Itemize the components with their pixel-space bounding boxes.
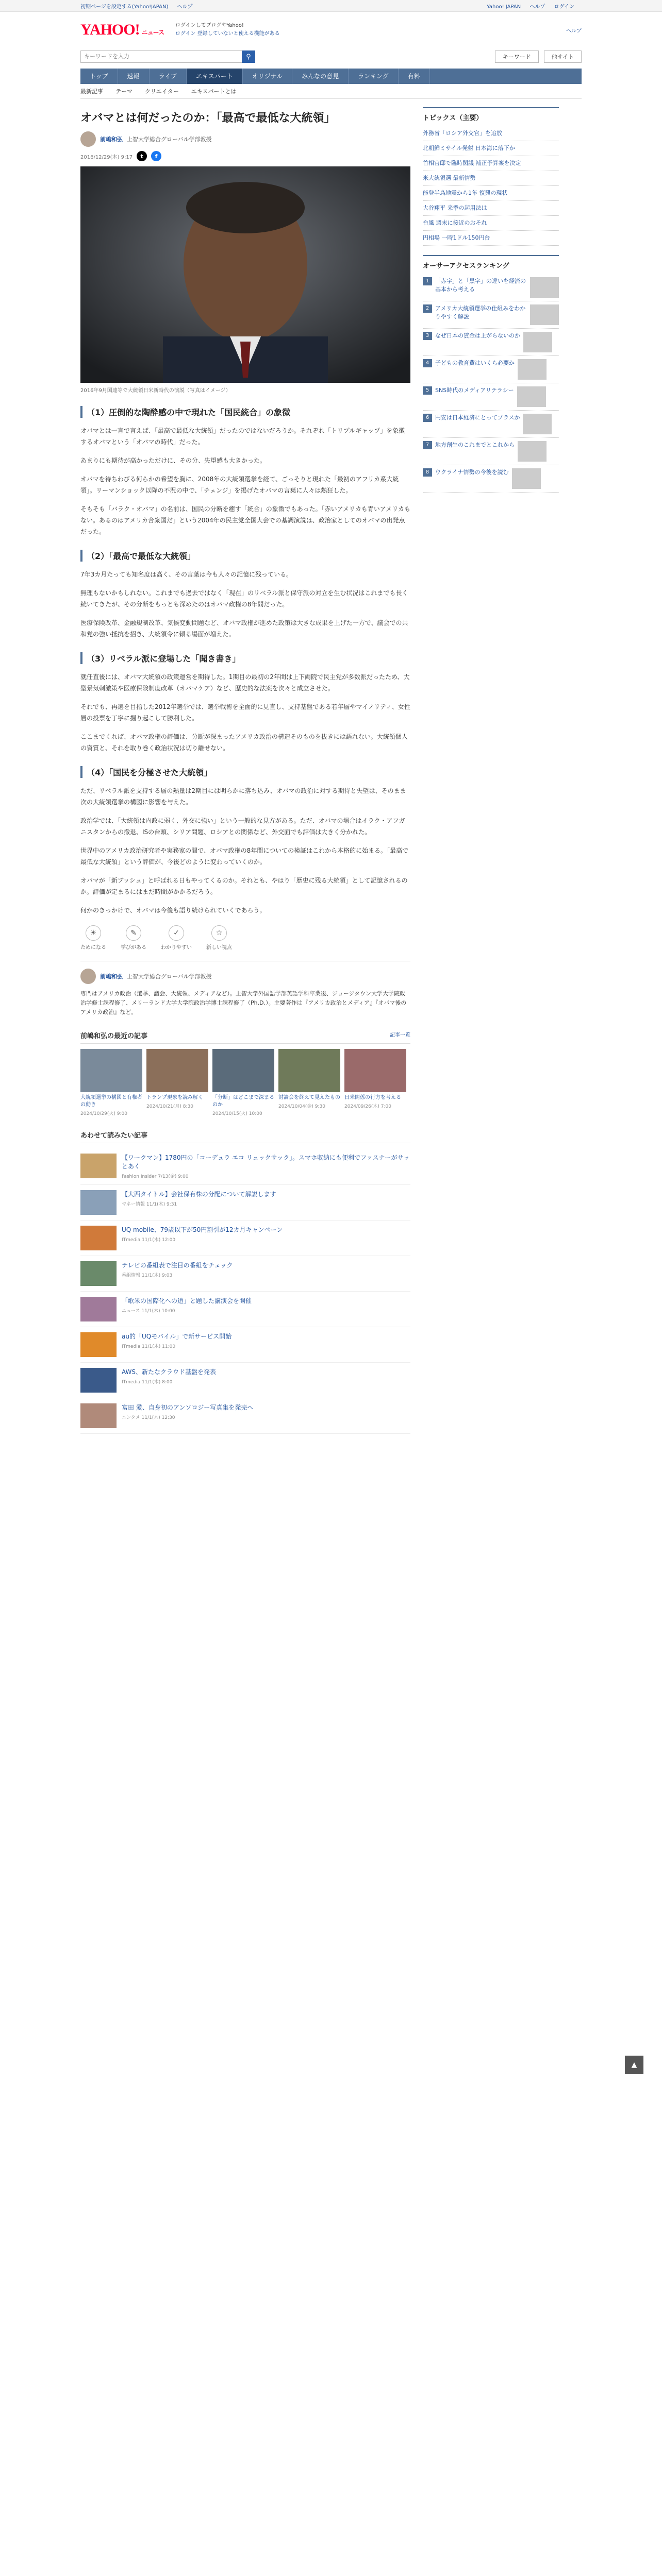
- book-icon: ✎: [126, 925, 141, 941]
- topics-heading: トピックス（主要）: [423, 114, 483, 122]
- paragraph: ここまでくれば、オバマ政権の評価は、分断が深まったアメリカ政治の構造そのものを抜きには語れない。大統領個人の資質と、それを取り巻く政治状況は切り離せない。: [80, 733, 408, 752]
- author-profile: [80, 961, 410, 1017]
- top-link[interactable]: ヘルプ: [529, 4, 545, 10]
- nav-tab-top[interactable]: トップ: [80, 69, 118, 84]
- ranking-item[interactable]: 5 SNS時代のメディアリテラシー: [423, 383, 559, 411]
- search-row: [0, 48, 662, 65]
- search-icon: ⚲: [246, 53, 251, 60]
- ranking-item[interactable]: 7 地方創生のこれまでとこれから: [423, 438, 559, 465]
- list-item[interactable]: au的「UQモバイル」で新サービス開始 ITmedia 11/1(木) 11:00: [80, 1327, 410, 1363]
- search-other-button[interactable]: 他サイト: [544, 50, 582, 63]
- list-item[interactable]: 富田 愛、自身初のアンソロジー写真集を発売へ エンタメ 11/1(木) 12:30: [80, 1398, 410, 1434]
- ranking-item[interactable]: 1 「赤字」と「黒字」の違いを経済の基本から考える: [423, 274, 559, 301]
- check-icon: ✓: [169, 925, 184, 941]
- author-recent-list: [80, 1049, 410, 1116]
- paragraph: それでも、再選を目指した2012年選挙では、選挙戦術を全面的に見直し、支持基盤である若年層やマイノリティ、女性層の投票を丁寧に掘り起こして勝利した。: [80, 703, 410, 722]
- login-link[interactable]: ログイン: [554, 4, 574, 10]
- ranking-box: [423, 255, 559, 493]
- sub-nav: [80, 84, 582, 99]
- sidebar: [423, 107, 559, 1434]
- section-heading: （2）「最高で最低な大統領」: [80, 550, 410, 562]
- list-item[interactable]: UQ mobile、79歳以下が50円割引が12カ月キャンペーン ITmedia 11/1(木) 12:00: [80, 1221, 410, 1256]
- search-keyword-button[interactable]: キーワード: [495, 50, 539, 63]
- article-meta: [80, 151, 410, 161]
- facebook-share-icon[interactable]: f: [151, 151, 161, 161]
- help-link[interactable]: ヘルプ: [566, 28, 582, 34]
- ranking-item[interactable]: 4 子どもの教育費はいくら必要か: [423, 356, 559, 383]
- profile-role: 上智大学総合グローバル学部教授: [127, 973, 212, 980]
- topic-link[interactable]: 首相官邸で臨時閣議 補正予算案を決定: [423, 156, 559, 171]
- nav-tab-live[interactable]: ライブ: [150, 69, 187, 84]
- article-title: オバマとは何だったのか：「最高で最低な大統領」: [80, 112, 336, 125]
- nav-tab-original[interactable]: オリジナル: [243, 69, 292, 84]
- recommend-list: [80, 1148, 410, 1434]
- yahoo-logo[interactable]: YAHOO! ニュース: [80, 21, 164, 38]
- recommend-heading: あわせて読みたい記事: [80, 1130, 410, 1143]
- reaction-useful[interactable]: ☀ ためになる: [80, 925, 106, 951]
- recent-card[interactable]: 討論会を終えて見えたもの 2024/10/04(金) 9:30: [278, 1049, 340, 1116]
- paragraph: 就任直後には、オバマ大統領の政策運営を期待した。1期目の最初の2年間は上下両院で民主党が多数派だったため、大型景気刺激策や医療保険制度改革（オバマケア）など、歴史的な法案を次々と成立させた。: [80, 673, 410, 692]
- login-promo-link[interactable]: ログイン 登録していないと使える機能がある: [175, 31, 280, 37]
- x-share-icon[interactable]: t: [137, 151, 147, 161]
- author-recent-heading: 前嶋和弘の最近の記事 記事一覧: [80, 1030, 410, 1044]
- list-item[interactable]: 【ワークマン】1780円の「コーデュラ エコ リュックサック」。スマホ収納にも便利でファスナーがサッとあく Fashion Insider 7/13(金) 9:00: [80, 1148, 410, 1185]
- paragraph: 無理もないかもしれない。これまでも過去ではなく「現在」のリベラル派と保守派の対立を生む状況はこれまでも長く続いてきたが、その分断をもっとも深めたのはオバマ政権の8年間だった。: [80, 589, 408, 608]
- recent-card[interactable]: 日米関係の行方を考える 2024/09/26(木) 7:00: [344, 1049, 406, 1116]
- subnav-theme[interactable]: テーマ: [115, 88, 133, 95]
- author-name[interactable]: 前嶋和弘: [100, 136, 123, 143]
- top-utility-bar: [0, 0, 662, 12]
- site-header: [0, 12, 662, 48]
- ranking-item[interactable]: 8 ウクライナ情勢の今後を読む: [423, 465, 559, 493]
- author-role: 上智大学総合グローバル学部教授: [127, 136, 212, 143]
- nav-tab-opinion[interactable]: みんなの意見: [292, 69, 349, 84]
- nav-tab-ranking[interactable]: ランキング: [349, 69, 399, 84]
- search-input[interactable]: [80, 50, 242, 63]
- paragraph: 医療保険改革、金融規制改革、気候変動問題など、オバマ政権が進めた政策は大きな成果を上げた一方で、議会での共和党の強い抵抗を招き、大統領令に頼る場面が増えた。: [80, 619, 408, 638]
- nav-tab-flash[interactable]: 速報: [118, 69, 150, 84]
- recent-card[interactable]: 「分断」はどこまで深まるのか 2024/10/15(火) 10:00: [212, 1049, 274, 1116]
- reaction-buttons: [80, 925, 410, 951]
- topic-link[interactable]: 北朝鮮ミサイル発射 日本海に落下か: [423, 141, 559, 156]
- section-heading: （4）「国民を分極させた大統領」: [80, 766, 410, 778]
- paragraph: オバマを待ちわびる何らかの希望を胸に、2008年の大統領選挙を経て、ごっそりと現れた「最初のアフリカ系大統領」。リーマンショック以降の不況の中で、「チェンジ」を掲げたオバマの言葉に人々は熱狂した。: [80, 476, 399, 494]
- main-nav: [80, 69, 582, 84]
- section-heading: （1）圧倒的な陶酔感の中で現れた「国民統合」の象徴: [80, 406, 410, 418]
- recent-card[interactable]: 大統領選挙の構図と有権者の動き 2024/10/29(火) 9:00: [80, 1049, 142, 1116]
- page-top-button[interactable]: [625, 2056, 643, 2074]
- login-promo: ログインしてブログやYahoo! ログイン 登録していないと使える機能がある: [175, 23, 280, 37]
- paragraph: 世界中のアメリカ政治研究者や実務家の間で、オバマ政権の8年間についての検証はこれから本格的に始まる。「最高で最低な大統領」という評価が、今後どのように変わっていくのか。: [80, 847, 409, 866]
- topic-link[interactable]: 外務省「ロシア外交官」を追放: [423, 126, 559, 141]
- reaction-learn[interactable]: ✎ 学びがある: [121, 925, 146, 951]
- ranking-item[interactable]: 6 円安は日本経済にとってプラスか: [423, 411, 559, 438]
- topic-link[interactable]: 能登半島地震から1年 復興の現状: [423, 186, 559, 201]
- list-item[interactable]: 「歌米の国際化への道」と題した講演会を開催 ニュース 11/1(木) 10:00: [80, 1292, 410, 1327]
- nav-tab-paid[interactable]: 有料: [399, 69, 430, 84]
- topic-link[interactable]: 大谷翔平 来季の起用法は: [423, 201, 559, 216]
- topic-link[interactable]: 台風 週末に接近のおそれ: [423, 216, 559, 231]
- obama-portrait-image: [80, 166, 410, 383]
- paragraph: オバマとは一言で言えば、「最高で最低な大統領」だったのではないだろうか。それぞれ「トリプルギャップ」を象徴するオバマという「オバマの時代」だった。: [80, 427, 405, 446]
- top-link[interactable]: Yahoo! JAPAN: [487, 4, 521, 10]
- paragraph: あまりにも期待が高かっただけに、その分、失望感も大きかった。: [80, 457, 267, 464]
- topic-link[interactable]: 米大統領選 最新情勢: [423, 171, 559, 186]
- paragraph: 政治学では、「大統領は内政に弱く、外交に強い」という一般的な見方がある。ただ、オバマの場合はイラク・アフガニスタンからの撤退、ISの台頭、シリア問題、ロシアとの関係など、外交面でも評価は大きく分かれた。: [80, 817, 405, 836]
- article-date: 2016/12/29(木) 9:17: [80, 154, 133, 160]
- article-main: [80, 107, 410, 1434]
- profile-name[interactable]: 前嶋和弘: [100, 973, 123, 980]
- arrow-up-icon: ▲: [631, 2061, 637, 2069]
- article-photo: [80, 166, 410, 383]
- subnav-about[interactable]: エキスパートとは: [191, 88, 237, 95]
- reaction-new[interactable]: ☆ 新しい視点: [206, 925, 232, 951]
- ranking-heading: オーサーアクセスランキング: [423, 262, 509, 270]
- ranking-item[interactable]: 2 アメリカ大統領選挙の仕組みをわかりやすく解説: [423, 301, 559, 329]
- list-item[interactable]: AWS、新たなクラウド基盤を発表 ITmedia 11/1(木) 8:00: [80, 1363, 410, 1398]
- list-item[interactable]: 【大西タイトル】会社保有株の分配について解説します マネー情報 11/1(木) 9:31: [80, 1185, 410, 1221]
- topics-box: [423, 107, 559, 246]
- profile-text: 専門はアメリカ政治（選挙、議会、大統領、メディアなど）。上智大学外国語学部英語学科卒業後、ジョージタウン大学大学院政治学修士課程修了、メリーランド大学大学院政治学博士課程修了（Ph.D.）。主要著作は『アメリカ政治とメディア』『オバマ後のアメリカ政治』など。: [80, 990, 407, 1015]
- avatar[interactable]: [80, 969, 96, 984]
- search-button[interactable]: [242, 50, 255, 63]
- section-heading: （3）リベラル派に登場した「聞き書き」: [80, 652, 410, 664]
- recent-card[interactable]: トランプ現象を読み解く 2024/10/21(月) 8:30: [146, 1049, 208, 1116]
- subnav-creator[interactable]: クリエイター: [145, 88, 179, 95]
- paragraph: 何かのきっかけで、オバマは今後も語り続けられていくであろう。: [80, 907, 266, 914]
- paragraph: そもそも「バラク・オバマ」の名前は、国民の分断を癒す「統合」の象徴でもあった。「赤いアメリカも青いアメリカもない。あるのはアメリカ合衆国だ」という2004年の民主党全国大会での基調演説は、政治家としてのオバマの出発点だった。: [80, 505, 410, 535]
- more-link[interactable]: 記事一覧: [390, 1032, 410, 1038]
- nav-tab-expert[interactable]: エキスパート: [187, 69, 243, 84]
- subnav-latest[interactable]: 最新記事: [80, 88, 103, 95]
- top-link[interactable]: ヘルプ: [177, 4, 193, 10]
- avatar[interactable]: [80, 131, 96, 147]
- topic-link[interactable]: 円相場 一時1ドル150円台: [423, 231, 559, 246]
- paragraph: 7年3カ月たっても知名度は高く、その言葉は今も人々の記憶に残っている。: [80, 571, 293, 578]
- paragraph: オバマが「新ブッシュ」と呼ばれる日もやってくるのか。それとも、やはり「歴史に残る大統領」として記憶されるのか。評価が定まるにはまだ時間がかかるだろう。: [80, 877, 408, 895]
- lightbulb-icon: ☀: [86, 925, 101, 941]
- photo-caption: 2016年9月国連等で大統領日米新時代の演説（写真はイメージ）: [80, 388, 231, 394]
- top-link[interactable]: 初期ページを設定する(Yahoo!JAPAN): [80, 4, 169, 10]
- list-item[interactable]: テレビの番組表で注目の番組をチェック 番組情報 11/1(木) 9:03: [80, 1256, 410, 1292]
- ranking-item[interactable]: 3 なぜ日本の賃金は上がらないのか: [423, 329, 559, 356]
- reaction-clear[interactable]: ✓ わかりやすい: [161, 925, 192, 951]
- star-icon: ☆: [211, 925, 227, 941]
- author-line: [80, 131, 410, 147]
- paragraph: ただ、リベラル派を支持する層の熱量は2期目には明らかに落ち込み、オバマの政治に対する期待と失望は、そのまま次の大統領選挙の構図に影響を与えた。: [80, 787, 406, 806]
